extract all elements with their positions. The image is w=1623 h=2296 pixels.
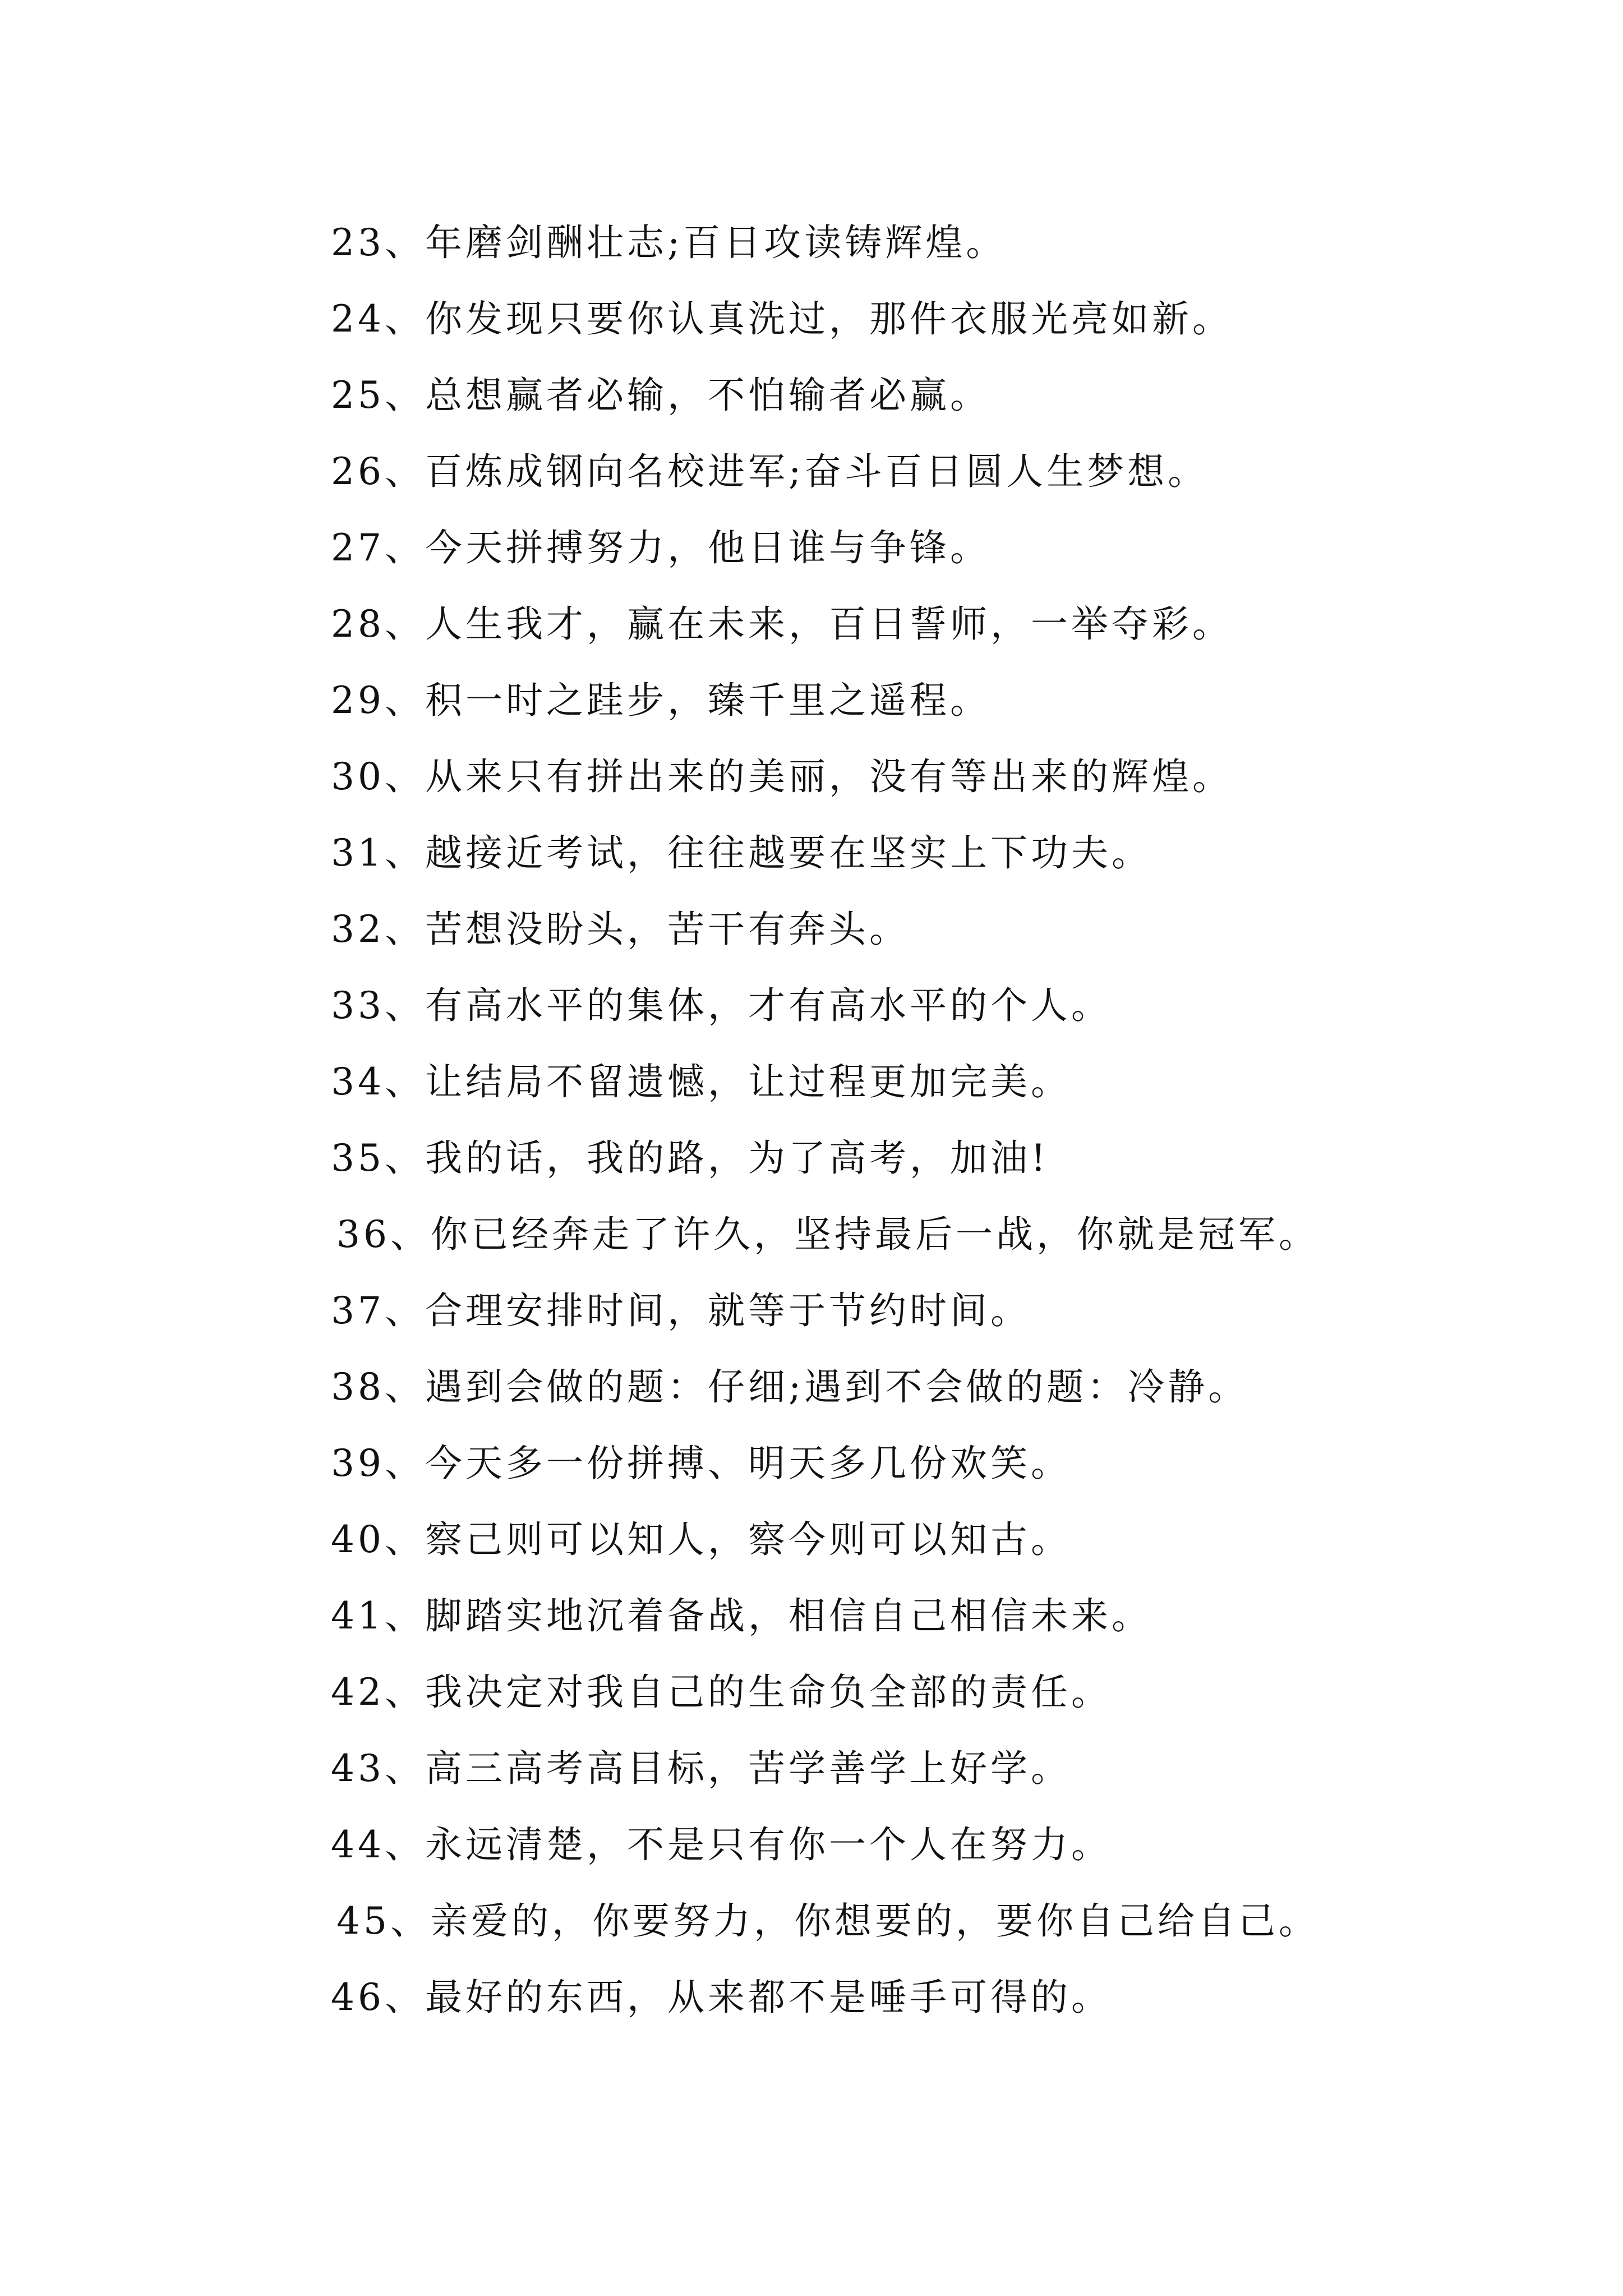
list-item: 31、越接近考试，往往越要在坚实上下功夫。	[331, 831, 1152, 875]
list-item: 34、让结局不留遗憾，让过程更加完美。	[331, 1060, 1071, 1103]
list-item: 45、亲爱的，你要努力，你想要的，要你自己给自己。	[336, 1899, 1319, 1943]
list-item: 46、最好的东西，从来都不是唾手可得的。	[331, 1976, 1112, 2019]
list-item: 26、百炼成钢向名校进军;奋斗百日圆人生梦想。	[331, 450, 1209, 493]
list-item: 32、苦想没盼头，苦干有奔头。	[331, 908, 910, 951]
list-item: 38、遇到会做的题：仔细;遇到不会做的题：冷静。	[331, 1365, 1249, 1409]
list-item: 44、永远清楚，不是只有你一个人在努力。	[331, 1823, 1112, 1866]
list-item: 25、总想赢者必输，不怕输者必赢。	[331, 374, 990, 417]
list-item: 39、今天多一份拼搏、明天多几份欢笑。	[331, 1442, 1071, 1485]
list-item: 37、合理安排时间，就等于节约时间。	[331, 1289, 1031, 1332]
list-item: 29、积一时之跬步，臻千里之遥程。	[331, 679, 990, 722]
list-item: 40、察己则可以知人，察今则可以知古。	[331, 1518, 1071, 1561]
list-item: 24、你发现只要你认真洗过，那件衣服光亮如新。	[331, 297, 1233, 341]
quote-list	[331, 205, 1537, 2036]
list-item: 33、有高水平的集体，才有高水平的个人。	[331, 984, 1112, 1027]
list-item: 28、人生我才，赢在未来，百日誓师，一举夺彩。	[331, 602, 1233, 646]
list-item: 42、我决定对我自己的生命负全部的责任。	[331, 1671, 1112, 1714]
list-item: 30、从来只有拼出来的美丽，没有等出来的辉煌。	[331, 755, 1233, 798]
list-item: 23、年磨剑酬壮志;百日攻读铸辉煌。	[331, 221, 1007, 264]
list-item: 35、我的话，我的路，为了高考，加油!	[331, 1137, 1049, 1180]
list-item: 43、高三高考高目标，苦学善学上好学。	[331, 1747, 1071, 1790]
list-item: 41、脚踏实地沉着备战，相信自己相信未来。	[331, 1594, 1152, 1637]
list-item: 36、你已经奔走了许久，坚持最后一战，你就是冠军。	[336, 1213, 1319, 1256]
list-item: 27、今天拼搏努力，他日谁与争锋。	[331, 526, 990, 569]
